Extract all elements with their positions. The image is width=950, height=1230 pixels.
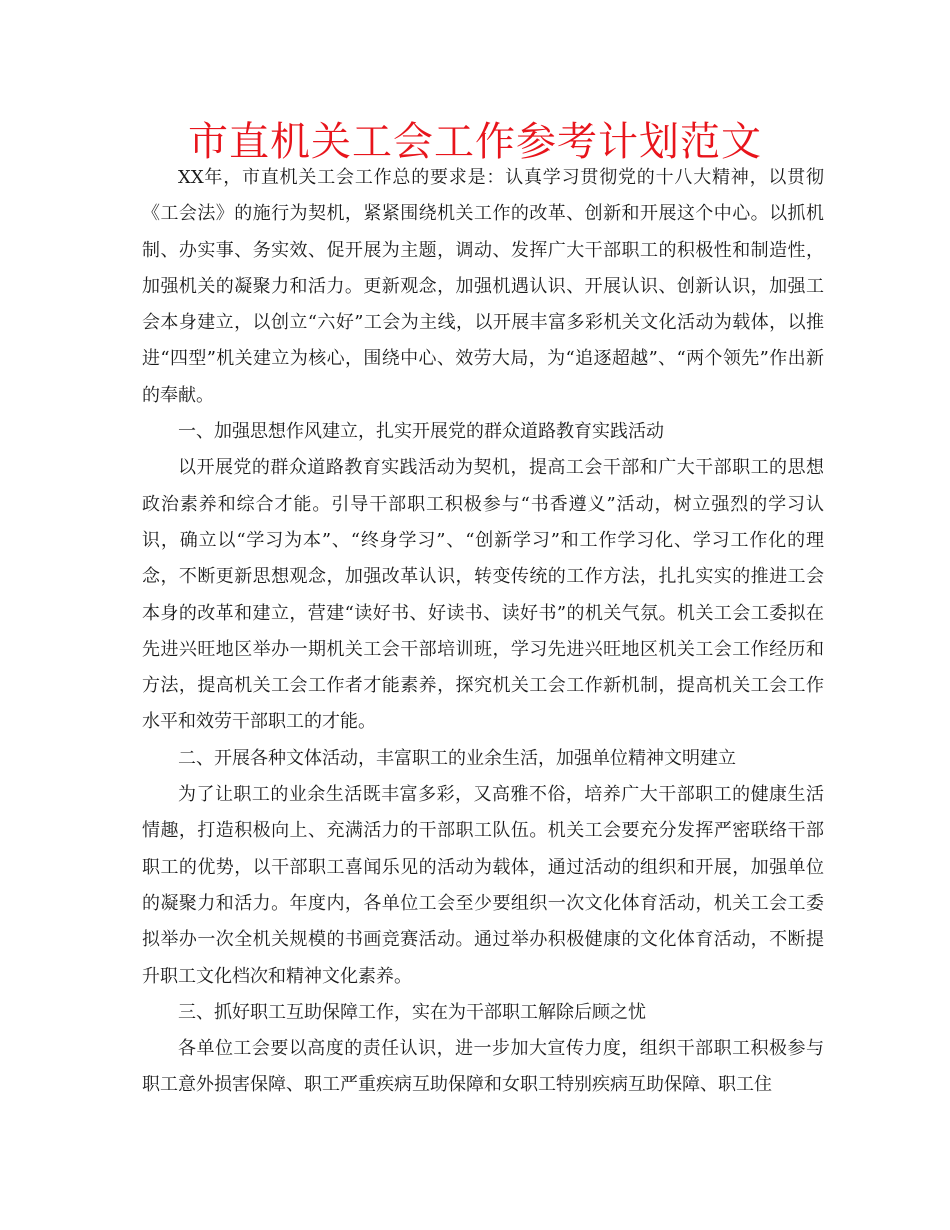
section-paragraph-3: 各单位工会要以高度的责任认识，进一步加大宣传力度，组织干部职工积极参与职工意外损害保障、职工严重疾病互助保障和女职工特别疾病互助保障、职工住 (142, 1038, 824, 1096)
section-heading-1: 一、加强思想作风建立，扎实开展党的群众道路教育实践活动 (178, 421, 664, 443)
intro-paragraph: XX年，市直机关工会工作总的要求是：认真学习贯彻党的十八大精神，以贯彻《工会法》的施行为契机，紧紧围绕机关工作的改革、创新和开展这个中心。以抓机制、办实事、务实效、促开展为主题，调动、发挥广大干部职工的积极性和制造性，加强机关的凝聚力和活力。更新观念，加强机遇认识、开展认识、创新认识，加强工会本身建立，以创立“六好”工会为主线，以开展丰富多彩机关文化活动为载体，以推进“四型”机关建立为核心，围绕中心、效劳大局，为“追逐超越”、“两个领先”作出新的奉献。 (142, 167, 824, 406)
section-paragraph-2: 为了让职工的业余生活既丰富多彩，又高雅不俗，培养广大干部职工的健康生活情趣，打造积极向上、充满活力的干部职工队伍。机关工会要充分发挥严密联络干部职工的优势，以干部职工喜闻乐见的活动为载体，通过活动的组织和开展，加强单位的凝聚力和活力。年度内，各单位工会至少要组织一次文化体育活动，机关工会工委拟举办一次全机关规模的书画竞赛活动。通过举办积极健康的文化体育活动，不断提升职工文化档次和精神文化素养。 (142, 784, 824, 987)
document-body (142, 160, 824, 1104)
section-heading-2: 二、开展各种文体活动，丰富职工的业余生活，加强单位精神文明建立 (178, 747, 736, 769)
section-paragraph-1: 以开展党的群众道路教育实践活动为契机，提高工会干部和广大干部职工的思想政治素养和综合才能。引导干部职工积极参与“书香遵义”活动，树立强烈的学习认识，确立以“学习为本”、“终身学习”、“创新学习”和工作学习化、学习工作化的理念，不断更新思想观念，加强改革认识，转变传统的工作方法，扎扎实实的推进工会本身的改革和建立，营建“读好书、好读书、读好书”的机关气氛。机关工会工委拟在先进兴旺地区举办一期机关工会干部培训班，学习先进兴旺地区机关工会工作经历和方法，提高机关工会工作者才能素养，探究机关工会工作新机制，提高机关工会工作水平和效劳干部职工的才能。 (142, 457, 824, 733)
section-heading-3: 三、抓好职工互助保障工作，实在为干部职工解除后顾之忧 (178, 1001, 646, 1023)
document-title: 市直机关工会工作参考计划范文 (188, 119, 762, 165)
